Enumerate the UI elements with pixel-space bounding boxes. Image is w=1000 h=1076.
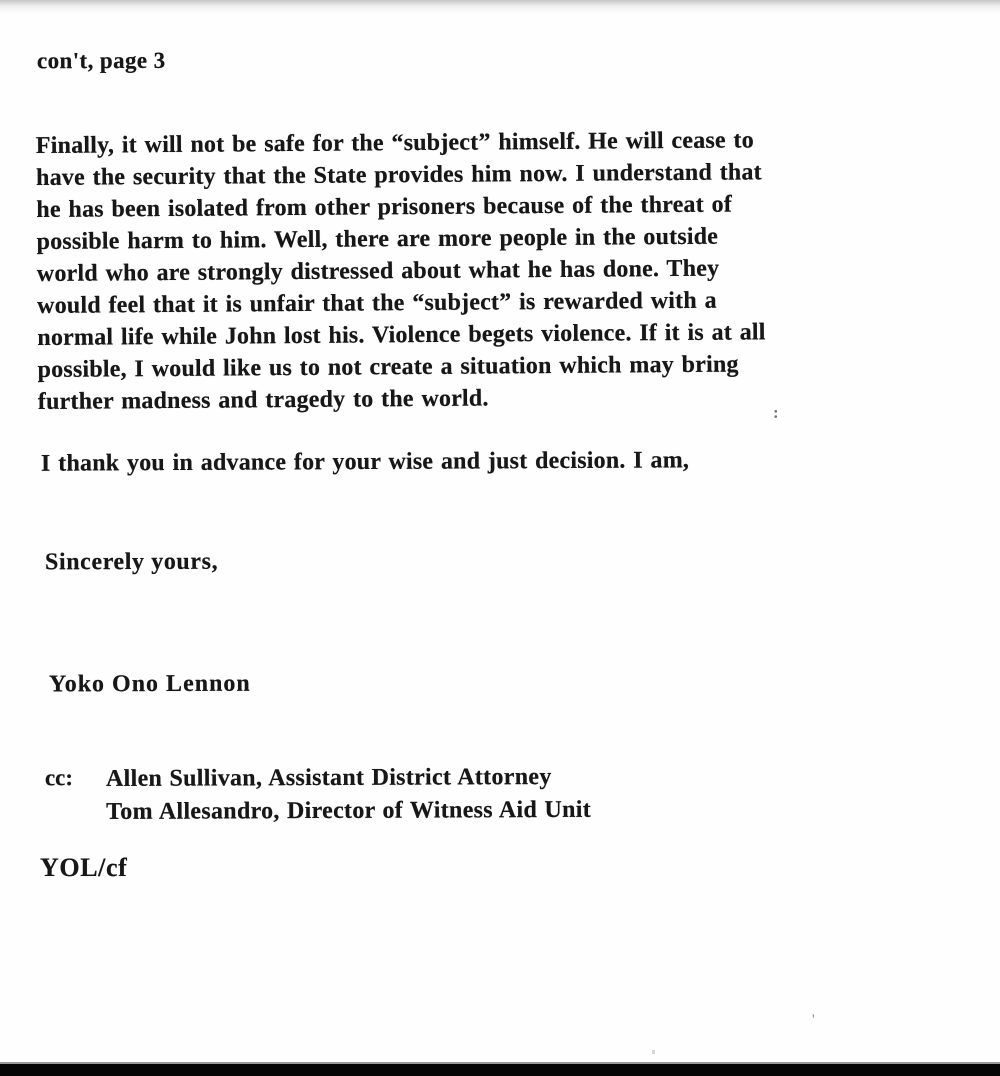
cc-block	[45, 761, 591, 829]
body-line: possible harm to him. Well, there are more people in the outside	[36, 223, 719, 256]
reference-initials: YOL/cf	[40, 853, 128, 882]
scan-bottom-bar	[0, 1062, 1000, 1076]
body-line: Finally, it will not be safe for the “subject” himself. He will cease to	[35, 127, 754, 160]
body-paragraph	[36, 123, 953, 418]
body-line: possible, I would like us to not create a situation which may bring	[37, 351, 739, 384]
signature-name: Yoko Ono Lennon	[48, 670, 251, 698]
cc-list	[106, 761, 591, 829]
body-line: normal life while John lost his. Violence begets violence. If it is at all	[37, 319, 766, 352]
body-line: world who are strongly distressed about what he has done. They	[36, 255, 720, 288]
body-line: further madness and tragedy to the world.	[37, 385, 489, 416]
valediction: Sincerely yours,	[44, 548, 219, 576]
cc-label: cc:	[44, 765, 74, 791]
body-line: would feel that it is unfair that the “subject” is rewarded with a	[37, 287, 717, 320]
scan-speck: :	[773, 403, 779, 422]
body-line: he has been isolated from other prisoners because of the threat of	[36, 191, 733, 224]
closing-line: I thank you in advance for your wise and just decision. I am,	[40, 447, 690, 477]
cc-recipient: Tom Allesandro, Director of Witness Aid Unit	[106, 796, 592, 825]
scan-speck	[652, 1050, 655, 1054]
scan-speck: '	[812, 1012, 815, 1028]
page-continuation-header: con't, page 3	[36, 47, 166, 74]
cc-recipient: Allen Sullivan, Assistant District Attorney	[105, 763, 552, 792]
body-line: have the security that the State provides him now. I understand that	[36, 159, 762, 192]
scan-top-edge-shadow	[0, 0, 1000, 14]
